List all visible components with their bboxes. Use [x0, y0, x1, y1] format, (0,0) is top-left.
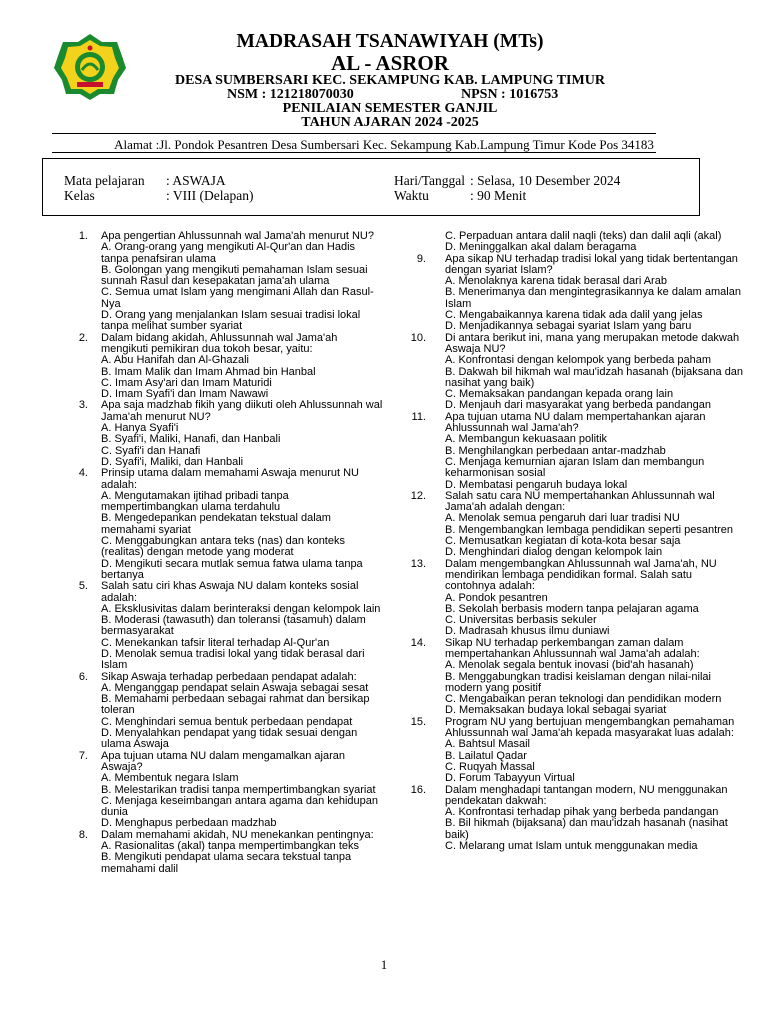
answer-option: D. Menolak semua tradisi lokal yang tidak berasal dari Islam: [101, 647, 365, 672]
question-text: Apa tujuan utama NU dalam mempertahankan ajaran Ahlussunnah wal Jama'ah?: [445, 410, 706, 435]
answer-option: C. Ruqyah Massal: [445, 760, 535, 773]
answer-option: A. Menolak segala bentuk inovasi (bid'ah hasanah): [445, 659, 694, 672]
answer-option: A. Membentuk negara Islam: [101, 772, 239, 785]
answer-option: D. Syafi'i, Maliki, dan Hanbali: [101, 455, 244, 468]
answer-option: D. Memaksakan budaya lokal sebagai syariat: [445, 704, 667, 717]
question-number: 15.: [410, 715, 426, 728]
school-name: AL - ASROR: [331, 51, 449, 75]
answer-option: B. Menghilangkan perbedaan antar-madzhab: [445, 444, 666, 457]
question-text: Dalam menghadapi tantangan modern, NU menggunakan pendekatan dakwah:: [445, 783, 728, 807]
question-number: 11.: [411, 410, 426, 423]
answer-option: C. Menghindari semua bentuk perbedaan pendapat: [101, 715, 353, 728]
question-item: [0, 400, 384, 468]
header-rule-bottom: [52, 152, 656, 153]
question-item: [0, 468, 384, 581]
answer-option: B. Syafi'i, Maliki, Hanafi, dan Hanbali: [101, 433, 281, 446]
question-item: [0, 231, 384, 333]
answer-option: B. Lailatul Qadar: [445, 749, 527, 762]
question-number: 1.: [78, 230, 88, 242]
answer-option: B. Sekolah berbasis modern tanpa pelajaran agama: [445, 602, 699, 615]
time-label: Waktu: [394, 188, 429, 203]
question-item: [0, 672, 384, 751]
answer-option: D. Orang yang menjalankan Islam sesuai tradisi lokal tanpa melihat sumber syariat: [101, 309, 361, 333]
answer-option: C. Mengabaikan peran teknologi dan pendidikan modern: [445, 693, 722, 706]
question-number: 3.: [78, 399, 88, 412]
answer-option: A. Menganggap pendapat selain Aswaja sebagai sesat: [101, 681, 369, 694]
question-text: Sikap NU terhadap perkembangan zaman dalam mempertahankan Ahlussunnah wal Jama'ah adalah:: [445, 636, 700, 660]
question-item: [384, 491, 768, 559]
question-number: 8.: [78, 828, 88, 841]
answer-option: A. Pondok pesantren: [445, 591, 548, 604]
answer-option: A. Menolak semua pengaruh dari luar tradisi NU: [445, 512, 680, 525]
answer-option: B. Memahami perbedaan sebagai rahmat dan bersikap toleran: [101, 693, 370, 717]
page-number: 1: [380, 957, 388, 972]
question-number: 6.: [78, 670, 88, 683]
class-value: : VIII (Delapan): [166, 188, 254, 203]
question-number: 7.: [78, 749, 88, 762]
date-label: Hari/Tanggal: [394, 173, 466, 188]
question-number: 16.: [410, 783, 426, 796]
answer-option: B. Bil hikmah (bijaksana) dan mau'idzah hasanah (nasihat baik): [445, 817, 728, 841]
answer-option: A. Menolaknya karena tidak berasal dari Arab: [445, 275, 667, 288]
answer-option: D. Membatasi pengaruh budaya lokal: [445, 478, 628, 491]
question-item: [384, 638, 768, 717]
question-item: [384, 717, 768, 785]
answer-option: B. Mengedepankan pendekatan tekstual dalam memahami syariat: [101, 512, 331, 536]
question-text: Apa pengertian Ahlussunnah wal Jama'ah menurut NU?: [101, 230, 374, 242]
nsm-number: NSM : 121218070030: [227, 87, 354, 102]
subject-value: : ASWAJA: [166, 173, 226, 188]
question-text: Program NU yang bertujuan mengembangkan pemahaman Ahlussunnah wal Jama'ah kepada masyarakat luas adalah:: [445, 715, 735, 740]
question-item: [384, 785, 768, 853]
answer-option: A. Mengutamakan ijtihad pribadi tanpa mempertimbangkan ulama terdahulu: [101, 489, 289, 514]
answer-option: B. Imam Malik dan Imam Ahmad bin Hanbal: [101, 365, 316, 378]
class-label: Kelas: [64, 188, 95, 203]
answer-option: A. Konfrontasi dengan kelompok yang berbeda paham: [445, 354, 712, 367]
answer-option: C. Memusatkan kegiatan di kota-kota besar saja: [445, 535, 681, 548]
question-text: Apa sikap NU terhadap tradisi lokal yang tidak bertentangan dengan syariat Islam?: [445, 252, 738, 276]
school-location: DESA SUMBERSARI KEC. SEKAMPUNG KAB. LAMPUNG TIMUR: [175, 73, 605, 88]
answer-option: B. Mengembangkan lembaga pendidikan seperti pesantren: [445, 523, 734, 536]
question-number: 13.: [410, 557, 426, 570]
question-text: Di antara berikut ini, mana yang merupakan metode dakwah Aswaja NU?: [445, 331, 740, 355]
answer-option: C. Menjaga kemurnian ajaran Islam dan membangun keharmonisan sosial: [445, 455, 705, 480]
answer-option: A. Konfrontasi terhadap pihak yang berbeda pandangan: [445, 806, 719, 819]
answer-option: B. Moderasi (tawasuth) dan toleransi (tasamuh) dalam bermasyarakat: [101, 614, 366, 638]
answer-option: A. Eksklusivitas dalam berinteraksi dengan kelompok lain: [101, 602, 381, 615]
question-text: Apa tujuan utama NU dalam mengamalkan ajaran Aswaja?: [101, 749, 345, 773]
answer-option: B. Menerimanya dan mengintegrasikannya ke dalam amalan Islam: [445, 286, 741, 310]
answer-option: B. Melestarikan tradisi tanpa mempertimbangkan syariat: [101, 783, 376, 796]
question-number: 5.: [78, 580, 88, 593]
date-value: : Selasa, 10 Desember 2024: [470, 173, 621, 188]
answer-option: A. Bahtsul Masail: [445, 738, 530, 751]
answer-option: C. Imam Asy'ari dan Imam Maturidi: [101, 376, 272, 389]
question-text: Dalam memahami akidah, NU menekankan pentingnya:: [101, 828, 374, 841]
question-text: Apa saja madzhab fikih yang diikuti oleh Ahlussunnah wal Jama'ah menurut NU?: [101, 399, 383, 423]
header-rule-top: [52, 133, 656, 134]
question-text: Sikap Aswaja terhadap perbedaan pendapat adalah:: [101, 670, 357, 683]
question-item: [0, 751, 384, 830]
academic-year: TAHUN AJARAN 2024 -2025: [301, 115, 479, 130]
question-number: 10.: [410, 331, 426, 344]
answer-option: B. Menggabungkan tradisi keislaman dengan nilai-nilai modern yang positif: [445, 670, 711, 694]
answer-option: C. Mengabaikannya karena tidak ada dalil yang jelas: [445, 309, 703, 322]
question-text: Dalam mengembangkan Ahlussunnah wal Jama'ah, NU mendirikan lembaga pendidikan formal. Salah satu contohnya adalah:: [445, 557, 717, 593]
questions-right-column: [384, 231, 768, 852]
question-text: Prinsip utama dalam memahami Aswaja menurut NU adalah:: [101, 467, 359, 491]
answer-option: A. Rasionalitas (akal) tanpa mempertimbangkan teks: [101, 840, 360, 853]
answer-option: C. Menggabungkan antara teks (nas) dan konteks (realitas) dengan metode yang moderat: [101, 535, 345, 559]
time-value: : 90 Menit: [470, 188, 527, 203]
question-number: 9.: [416, 252, 426, 265]
answer-option: A. Abu Hanifah dan Al-Ghazali: [101, 354, 249, 367]
school-logo-icon: [52, 32, 128, 100]
answer-option-continued: D. Meninggalkan akal dalam beragama: [445, 241, 637, 254]
answer-option: C. Melarang umat Islam untuk menggunakan media: [445, 840, 698, 853]
answer-option: B. Mengikuti pendapat ulama secara tekstual tanpa memahami dalil: [101, 851, 352, 875]
school-address: Alamat :Jl. Pondok Pesantren Desa Sumbersari Kec. Sekampung Kab.Lampung Timur Kode Pos 34183: [114, 137, 654, 152]
answer-option: A. Membangun kekuasaan politik: [445, 433, 608, 446]
answer-option: D. Mengikuti secara mutlak semua fatwa ulama tanpa bertanya: [101, 557, 363, 581]
answer-option: D. Forum Tabayyun Virtual: [445, 772, 575, 785]
question-text: Salah satu ciri khas Aswaja NU dalam konteks sosial adalah:: [101, 580, 359, 604]
question-item: [384, 333, 768, 412]
answer-option: C. Syafi'i dan Hanafi: [101, 444, 201, 457]
questions-left-column: [0, 231, 384, 875]
answer-option: D. Imam Syafi'i dan Imam Nawawi: [101, 388, 269, 401]
question-item: [384, 412, 768, 491]
question-item: [0, 333, 384, 401]
question-number: 12.: [410, 489, 426, 502]
answer-option: D. Menghapus perbedaan madzhab: [101, 817, 277, 830]
question-number: 4.: [78, 467, 88, 480]
exam-title: PENILAIAN SEMESTER GANJIL: [282, 101, 498, 116]
question-text: Dalam bidang akidah, Ahlussunnah wal Jama'ah mengikuti pemikiran dua tokoh besar, yaitu:: [101, 331, 338, 355]
answer-option-continued: C. Perpaduan antara dalil naqli (teks) dan dalil aqli (akal): [445, 230, 722, 242]
answer-option: C. Memaksakan pandangan kepada orang lain: [445, 388, 674, 401]
school-type: MADRASAH TSANAWIYAH (MTs): [236, 31, 544, 52]
answer-option: C. Menjaga keseimbangan antara agama dan kehidupan dunia: [101, 794, 379, 819]
answer-option: A. Orang-orang yang mengikuti Al-Qur'an dan Hadis tanpa penafsiran ulama: [101, 241, 356, 265]
question-item: [0, 830, 384, 875]
answer-option: D. Menghindari dialog dengan kelompok lain: [445, 546, 663, 559]
question-item: [0, 581, 384, 671]
answer-option: D. Madrasah khusus ilmu duniawi: [445, 625, 610, 638]
answer-option: C. Universitas berbasis sekuler: [445, 614, 597, 627]
answer-option: A. Hanya Syafi'i: [101, 422, 179, 435]
question-number: 2.: [78, 331, 88, 344]
answer-option: D. Menyalahkan pendapat yang tidak sesuai dengan ulama Aswaja: [101, 727, 358, 751]
npsn-number: NPSN : 1016753: [461, 87, 559, 102]
question-number: 14.: [410, 636, 426, 649]
school-logo: [52, 32, 128, 100]
question-item: [384, 254, 768, 333]
answer-option: D. Menjauh dari masyarakat yang berbeda pandangan: [445, 399, 712, 412]
question-item: [384, 559, 768, 638]
answer-option: C. Semua umat Islam yang mengimani Allah dan Rasul-Nya: [101, 286, 374, 310]
question-text: Salah satu cara NU mempertahankan Ahlussunnah wal Jama'ah adalah dengan:: [445, 489, 715, 514]
answer-option: D. Menjadikannya sebagai syariat Islam yang baru: [445, 320, 692, 333]
answer-option: C. Menekankan tafsir literal terhadap Al-Qur'an: [101, 636, 330, 649]
subject-label: Mata pelajaran: [64, 173, 145, 188]
answer-option: B. Dakwah bil hikmah wal mau'idzah hasanah (bijaksana dan nasihat yang baik): [445, 365, 744, 389]
answer-option: B. Golongan yang mengikuti pemahaman Islam sesuai sunnah Rasul dan kesepakatan jama'ah ulama: [101, 263, 368, 288]
